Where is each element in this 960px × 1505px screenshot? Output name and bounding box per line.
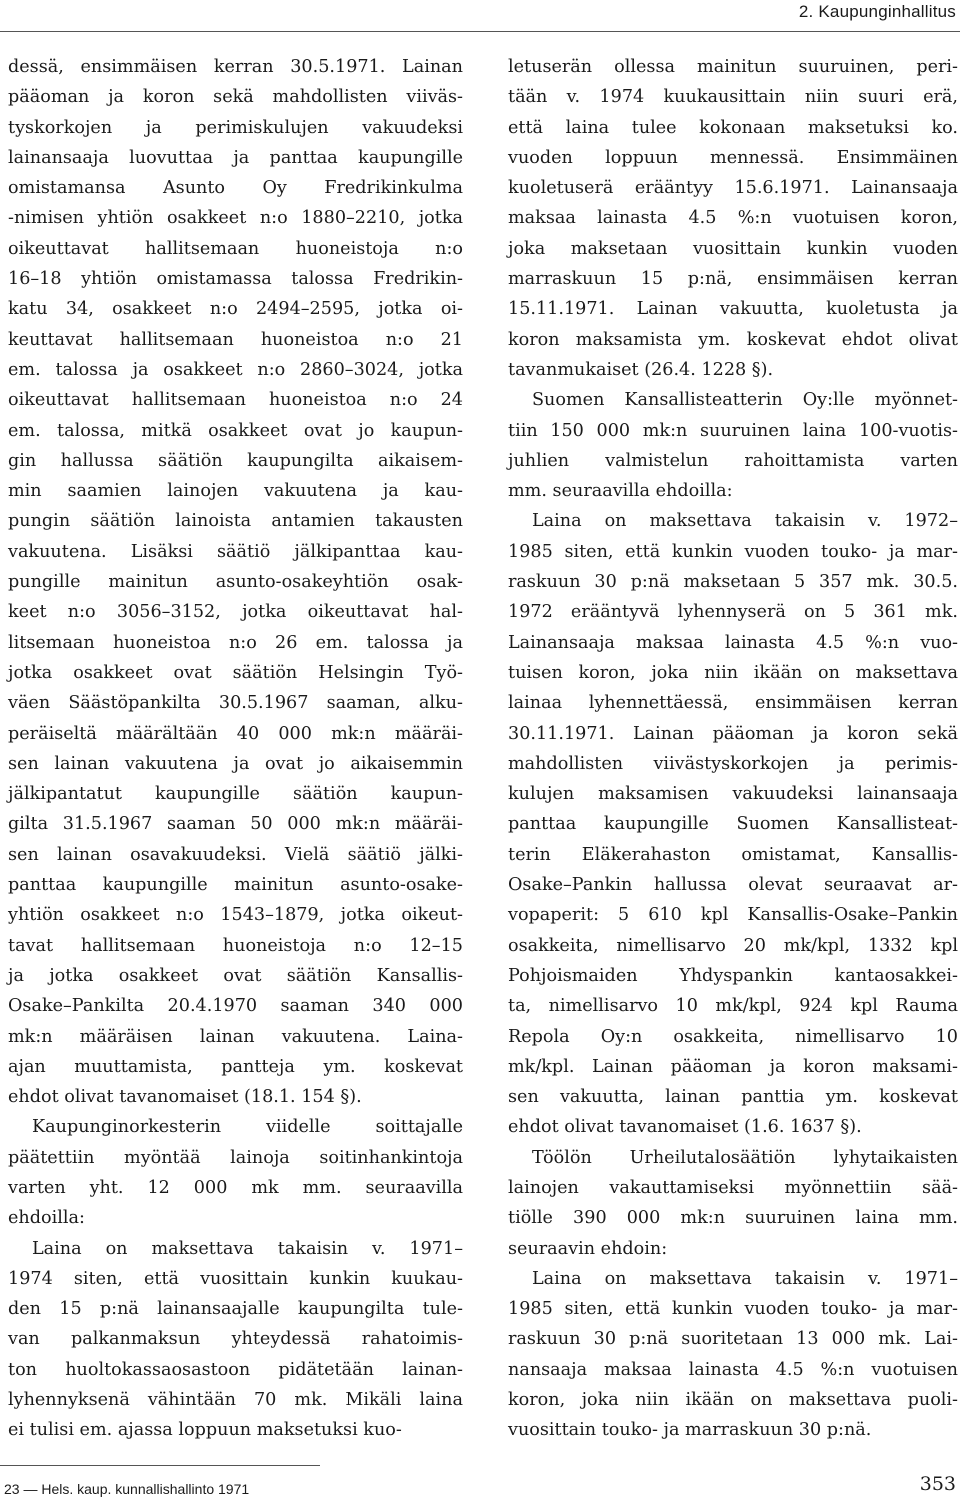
text-line: päätettiin myöntää lainoja soitinhankintoja — [8, 1147, 463, 1168]
text-line: lainojen vakauttamiseksi myönnettiin sää- — [508, 1177, 958, 1198]
text-line: ton huoltokassaosastoon pidätetään lainan- — [8, 1359, 463, 1380]
text-line: joka maksetaan vuosittain kunkin vuoden — [508, 238, 958, 259]
text-line: 1972 erääntyvä lyhennyserä on 5 361 mk. — [508, 602, 958, 623]
text-line: panttaa kaupungille mainitun asunto-osake- — [8, 875, 463, 896]
running-header: 2. Kaupunginhallitus — [798, 2, 956, 21]
text-line: että laina tulee kokonaan maksetuksi ko. — [508, 117, 958, 138]
header-rule — [0, 31, 960, 32]
text-line: tavanmukaiset (26.4. 1228 §). — [508, 359, 774, 380]
text-line: maksaa lainasta 4.5 %:n vuotuisen koron, — [508, 208, 958, 229]
text-line: mahdollisten viivästyskorkojen ja perimis- — [508, 753, 958, 774]
text-line: ehdot olivat tavanomaiset (18.1. 154 §). — [8, 1087, 362, 1108]
text-line: Laina on maksettava takaisin v. 1971– — [32, 1238, 463, 1259]
text-line: tyskorkojen ja perimiskulujen vakuudeksi — [8, 117, 463, 138]
text-line: yhtiön osakkeet n:o 1543–1879, jotka oikeut- — [8, 905, 463, 926]
text-line: väen Säästöpankilta 30.5.1967 saaman, alku- — [8, 693, 463, 714]
text-line: Töölön Urheilutalosäätiön lyhytaikaisten — [532, 1147, 958, 1168]
text-line: raskuun 30 p:nä maksetaan 5 357 mk. 30.5. — [508, 572, 958, 593]
text-line: ajan muuttamista, pantteja ym. koskevat — [8, 1056, 463, 1077]
text-line: nansaaja maksaa lainasta 4.5 %:n vuotuisen — [508, 1359, 958, 1380]
text-line: juhlien valmistelun rahoittamista varten — [508, 450, 958, 471]
text-line: kulujen maksamisen vakuudeksi lainansaaja — [508, 784, 958, 805]
text-line: lainansaaja luovuttaa ja panttaa kaupungille — [8, 147, 463, 168]
text-line: litsemaan huoneistoa n:o 26 em. talossa ja — [8, 632, 463, 653]
text-line: keet n:o 3056–3152, jotka oikeuttavat hal- — [8, 602, 463, 623]
footer-rule — [0, 1465, 320, 1466]
text-line: 30.11.1971. Lainan pääoman ja koron sekä — [508, 723, 958, 744]
text-line: 16–18 yhtiön omistamassa talossa Fredrikin- — [8, 269, 463, 290]
text-line: Osake–Pankilta 20.4.1970 saaman 340 000 — [8, 996, 463, 1017]
text-line: pungille mainitun asunto-osakeyhtiön osak- — [8, 572, 463, 593]
text-line: sen vakuutta, lainan panttia ym. koskevat — [508, 1087, 958, 1108]
text-line: sen lainan osavakuudeksi. Vielä säätiö jälki- — [8, 844, 463, 865]
text-line: ehdoilla: — [8, 1208, 85, 1229]
text-line: lyhennyksenä vähintään 70 mk. Mikäli laina — [8, 1390, 463, 1411]
text-line: ehdot olivat tavanomaiset (1.6. 1637 §). — [508, 1117, 862, 1138]
text-line: van palkanmaksun yhteydessä rahatoimis- — [8, 1329, 463, 1350]
text-line: terin Eläkerahaston omistamat, Kansallis- — [508, 844, 958, 865]
text-line: marraskuun 15 p:nä, ensimmäisen kerran — [508, 269, 958, 290]
text-line: tuisen koron, joka niin ikään on maksettava — [508, 662, 958, 683]
text-line: den 15 p:nä lainansaajalle kaupungilta tule- — [8, 1299, 463, 1320]
page-number: 353 — [919, 1473, 956, 1495]
text-line: osakkeita, nimellisarvo 20 mk/kpl, 1332 kpl — [508, 935, 958, 956]
right-column — [508, 52, 958, 1446]
text-line: panttaa kaupungille Suomen Kansallisteat- — [508, 814, 958, 835]
text-line: gilta 31.5.1967 saaman 50 000 mk:n määräi- — [8, 814, 463, 835]
text-line: varten yht. 12 000 mk mm. seuraavilla — [8, 1177, 463, 1198]
text-line: mk:n määräisen lainan vakuutena. Laina- — [8, 1026, 463, 1047]
text-line: omistamansa Asunto Oy Fredrikinkulma — [8, 178, 463, 199]
text-line: Kaupunginorkesterin viidelle soittajalle — [32, 1117, 463, 1138]
text-line: Pohjoismaiden Yhdyspankin kantaosakkei- — [508, 965, 958, 986]
text-line: tiölle 390 000 mk:n suuruinen laina mm. — [508, 1208, 958, 1229]
text-line: Lainansaaja maksaa lainasta 4.5 %:n vuo- — [508, 632, 958, 653]
text-line: 1974 siten, että vuosittain kunkin kuukau- — [8, 1268, 463, 1289]
text-line: raskuun 30 p:nä suoritetaan 13 000 mk. Lai- — [508, 1329, 958, 1350]
text-line: vuosittain touko- ja marraskuun 30 p:nä. — [508, 1420, 872, 1441]
text-line: Laina on maksettava takaisin v. 1972– — [532, 511, 958, 532]
text-line: min saamien lainojen vakuutena ja kau- — [8, 481, 463, 502]
text-line: -nimisen yhtiön osakkeet n:o 1880–2210, jotka — [8, 208, 463, 229]
text-line: 1985 siten, että kunkin vuoden touko- ja mar- — [508, 541, 958, 562]
text-line: kuoletuserä erääntyy 15.6.1971. Lainansaaja — [508, 178, 958, 199]
footer-source: 23 — Hels. kaup. kunnallishallinto 1971 — [4, 1481, 250, 1497]
text-line: ei tulisi em. ajassa loppuun maksetuksi kuo- — [8, 1420, 402, 1441]
text-line: vakuutena. Lisäksi säätiö jälkipanttaa kau- — [8, 541, 463, 562]
text-line: koron, joka niin ikään on maksettava puoli- — [508, 1390, 958, 1411]
text-line: koron maksamista ym. koskevat ehdot olivat — [508, 329, 958, 350]
text-line: tään v. 1974 kuukausittain niin suuri erä, — [508, 87, 958, 108]
text-line: ja jotka osakkeet ovat säätiön Kansallis- — [8, 965, 463, 986]
text-line: keuttavat hallitsemaan huoneistoa n:o 21 — [8, 329, 463, 350]
text-line: lainaa lyhennettäessä, ensimmäisen kerran — [508, 693, 958, 714]
text-line: Suomen Kansallisteatterin Oy:lle myönnet- — [532, 390, 958, 411]
text-line: tavat hallitsemaan huoneistoja n:o 12–15 — [8, 935, 463, 956]
text-line: pungin säätiön lainoista antamien takausten — [8, 511, 463, 532]
text-line: letuserän ollessa mainitun suuruinen, peri- — [508, 57, 958, 77]
text-line: gin hallussa säätiön kaupungilta aikaisem- — [8, 450, 463, 471]
text-line: jotka osakkeet ovat säätiön Helsingin Työ- — [8, 662, 463, 683]
text-line: katu 34, osakkeet n:o 2494–2595, jotka oi- — [8, 299, 463, 320]
text-line: jälkipantatut kaupungille säätiön kaupun- — [8, 784, 463, 805]
text-line: seuraavin ehdoin: — [508, 1238, 668, 1259]
text-line: sen lainan vakuutena ja ovat jo aikaisemmin — [8, 753, 463, 774]
text-line: vuoden loppuun mennessä. Ensimmäinen — [508, 147, 958, 168]
text-line: Osake–Pankin hallussa olevat seuraavat ar- — [508, 875, 958, 896]
text-line: 15.11.1971. Lainan vakuutta, kuoletusta ja — [508, 299, 958, 320]
text-line: mk/kpl. Lainan pääoman ja koron maksami- — [508, 1056, 958, 1077]
text-line: Repola Oy:n osakkeita, nimellisarvo 10 — [508, 1026, 958, 1047]
text-line: oikeuttavat hallitsemaan huoneistoa n:o 24 — [8, 390, 463, 411]
text-line: peräiseltä määrältään 40 000 mk:n määräi- — [8, 723, 463, 744]
text-line: tiin 150 000 mk:n suuruinen laina 100-vuotis- — [508, 420, 958, 441]
text-line: Laina on maksettava takaisin v. 1971– — [532, 1268, 958, 1289]
text-line: oikeuttavat hallitsemaan huoneistoja n:o — [8, 238, 463, 259]
text-line: vopaperit: 5 610 kpl Kansallis-Osake–Pankin — [508, 905, 958, 926]
text-line: em. talossa ja osakkeet n:o 2860–3024, jotka — [8, 359, 463, 380]
text-line: pääoman ja koron sekä mahdollisten viiväs- — [8, 87, 463, 108]
text-line: dessä, ensimmäisen kerran 30.5.1971. Lainan — [8, 57, 463, 77]
text-line: 1985 siten, että kunkin vuoden touko- ja mar- — [508, 1299, 958, 1320]
text-line: ta, nimellisarvo 10 mk/kpl, 924 kpl Rauma — [508, 996, 958, 1017]
text-line: em. talossa, mitkä osakkeet ovat jo kaupun- — [8, 420, 463, 441]
left-column — [8, 52, 463, 1446]
text-line: mm. seuraavilla ehdoilla: — [508, 481, 733, 502]
